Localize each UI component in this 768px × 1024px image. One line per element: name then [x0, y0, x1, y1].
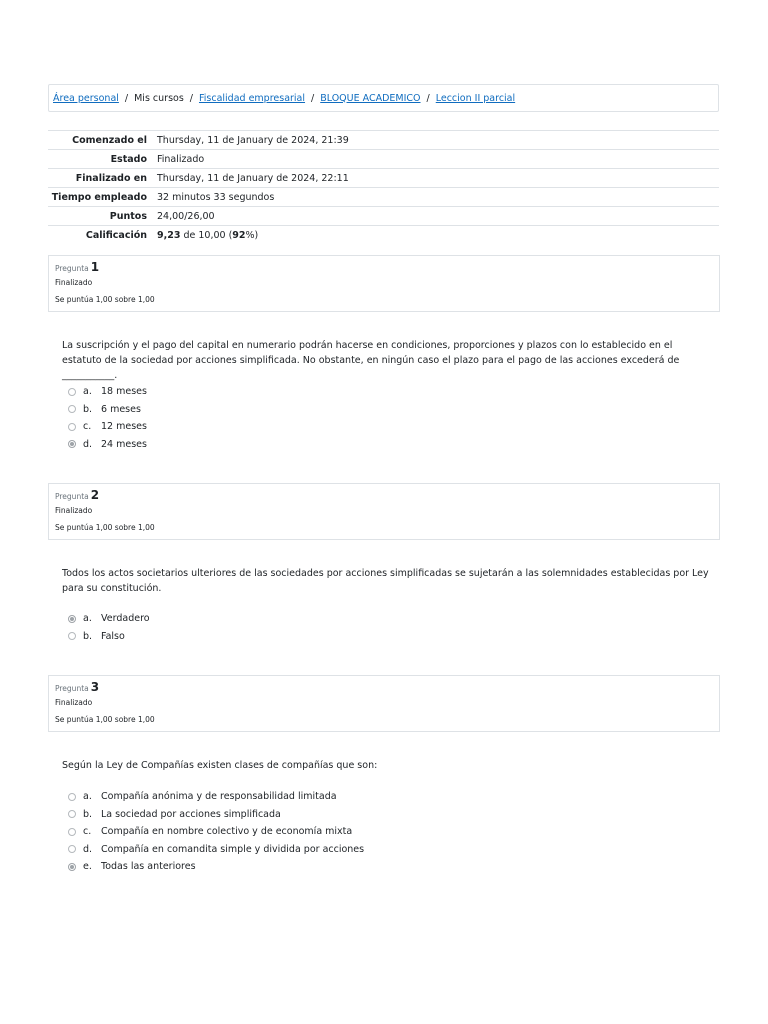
breadcrumb-separator: / [189, 92, 193, 104]
summary-value: Thursday, 11 de January de 2024, 21:39 [157, 135, 349, 146]
question-info-1 [48, 255, 720, 312]
summary-row-grade [48, 226, 719, 245]
answer-letter: a. [83, 386, 92, 398]
answer-list-1 [68, 383, 147, 453]
radio-button[interactable] [68, 632, 76, 640]
answer-text: 6 meses [101, 403, 141, 415]
question-state: Finalizado [55, 698, 93, 707]
answer-letter: d. [83, 438, 93, 450]
answer-option[interactable] [68, 383, 147, 401]
question-number: 1 [90, 260, 100, 274]
question-number: 3 [90, 680, 100, 694]
answer-list-2 [68, 610, 150, 645]
question-number: 2 [90, 488, 100, 502]
breadcrumb [48, 84, 719, 112]
answer-text: 24 meses [101, 438, 147, 450]
question-grade: Se puntúa 1,00 sobre 1,00 [55, 715, 155, 724]
radio-button[interactable] [68, 405, 76, 413]
answer-text: 18 meses [101, 386, 147, 398]
answer-option[interactable] [68, 823, 364, 841]
answer-option[interactable] [68, 401, 147, 419]
answer-letter: d. [83, 843, 93, 855]
summary-label: Tiempo empleado [51, 192, 147, 203]
summary-row-state [48, 150, 719, 169]
answer-option[interactable] [68, 788, 364, 806]
answer-letter: a. [83, 613, 92, 625]
attempt-summary-table [48, 130, 719, 244]
answer-letter: c. [83, 421, 92, 433]
summary-value: 24,00/26,00 [157, 211, 215, 222]
grade-middle: de 10,00 ( [180, 230, 233, 241]
radio-button[interactable] [68, 810, 76, 818]
answer-option[interactable] [68, 628, 150, 646]
summary-value: 32 minutos 33 segundos [157, 192, 275, 203]
radio-button-selected[interactable] [68, 863, 76, 871]
answer-text: Falso [101, 630, 125, 642]
breadcrumb-link-area-personal[interactable]: Área personal [53, 92, 119, 104]
answer-option[interactable] [68, 841, 364, 859]
summary-row-started [48, 131, 719, 150]
question-text-2: Todos los actos societarios ulteriores de las sociedades por acciones simplificadas se sujetarán a las solemnidades establecidas por Ley para su constitución. [62, 568, 709, 594]
answer-list-3 [68, 788, 364, 876]
radio-button[interactable] [68, 793, 76, 801]
question-state: Finalizado [55, 506, 93, 515]
summary-value: Thursday, 11 de January de 2024, 22:11 [157, 173, 349, 184]
question-text-3: Según la Ley de Compañías existen clases de compañías que son: [62, 760, 378, 771]
question-info-2 [48, 483, 720, 540]
answer-text: Verdadero [101, 613, 150, 625]
answer-letter: c. [83, 826, 92, 838]
question-label: Pregunta [55, 264, 89, 273]
summary-label: Calificación [85, 230, 147, 241]
answer-option[interactable] [68, 806, 364, 824]
radio-button[interactable] [68, 423, 76, 431]
question-state: Finalizado [55, 278, 93, 287]
breadcrumb-separator: / [426, 92, 430, 104]
answer-option[interactable] [68, 418, 147, 436]
question-grade: Se puntúa 1,00 sobre 1,00 [55, 523, 155, 532]
grade-end: %) [245, 230, 259, 241]
answer-text: La sociedad por acciones simplificada [101, 808, 281, 820]
grade-score: 9,23 [157, 230, 181, 241]
answer-text: Compañía anónima y de responsabilidad limitada [101, 791, 337, 803]
answer-letter: b. [83, 403, 93, 415]
answer-letter: b. [83, 808, 93, 820]
radio-button[interactable] [68, 388, 76, 396]
answer-text: Compañía en nombre colectivo y de economía mixta [101, 826, 353, 838]
breadcrumb-link-quiz[interactable]: Leccion II parcial [435, 92, 516, 104]
answer-letter: e. [83, 861, 92, 873]
answer-option[interactable] [68, 610, 150, 628]
answer-option[interactable] [68, 436, 147, 454]
summary-label: Estado [110, 154, 147, 165]
summary-value: Finalizado [157, 154, 205, 165]
radio-button[interactable] [68, 828, 76, 836]
breadcrumb-link-section[interactable]: BLOQUE ACADEMICO [320, 92, 421, 104]
radio-button-selected[interactable] [68, 615, 76, 623]
answer-letter: b. [83, 630, 93, 642]
breadcrumb-link-course[interactable]: Fiscalidad empresarial [198, 92, 306, 104]
question-text-1: La suscripción y el pago del capital en numerario podrán hacerse en condiciones, proporciones y plazos con lo establecido en el estatuto de la sociedad por acciones simplificada. No obstante, en ningún caso el plazo para el pago de las acciones excederá de ___________. [62, 340, 680, 381]
summary-row-points [48, 207, 719, 226]
breadcrumb-item-mis-cursos: Mis cursos [134, 92, 184, 104]
question-label: Pregunta [55, 492, 89, 501]
summary-row-time-taken [48, 188, 719, 207]
question-info-3 [48, 675, 720, 732]
summary-label: Finalizado en [75, 173, 147, 184]
breadcrumb-separator: / [311, 92, 315, 104]
summary-value-grade [152, 226, 719, 245]
breadcrumb-separator: / [124, 92, 129, 104]
answer-letter: a. [83, 791, 92, 803]
summary-label: Comenzado el [72, 135, 147, 146]
summary-row-finished [48, 169, 719, 188]
radio-button[interactable] [68, 845, 76, 853]
answer-text: Todas las anteriores [101, 861, 196, 873]
answer-option[interactable] [68, 858, 364, 876]
question-grade: Se puntúa 1,00 sobre 1,00 [55, 295, 155, 304]
grade-percent: 92 [232, 230, 246, 241]
radio-button-selected[interactable] [68, 440, 76, 448]
summary-label: Puntos [109, 211, 147, 222]
answer-text: Compañía en comandita simple y dividida por acciones [101, 843, 365, 855]
answer-text: 12 meses [101, 421, 147, 433]
question-label: Pregunta [55, 684, 89, 693]
